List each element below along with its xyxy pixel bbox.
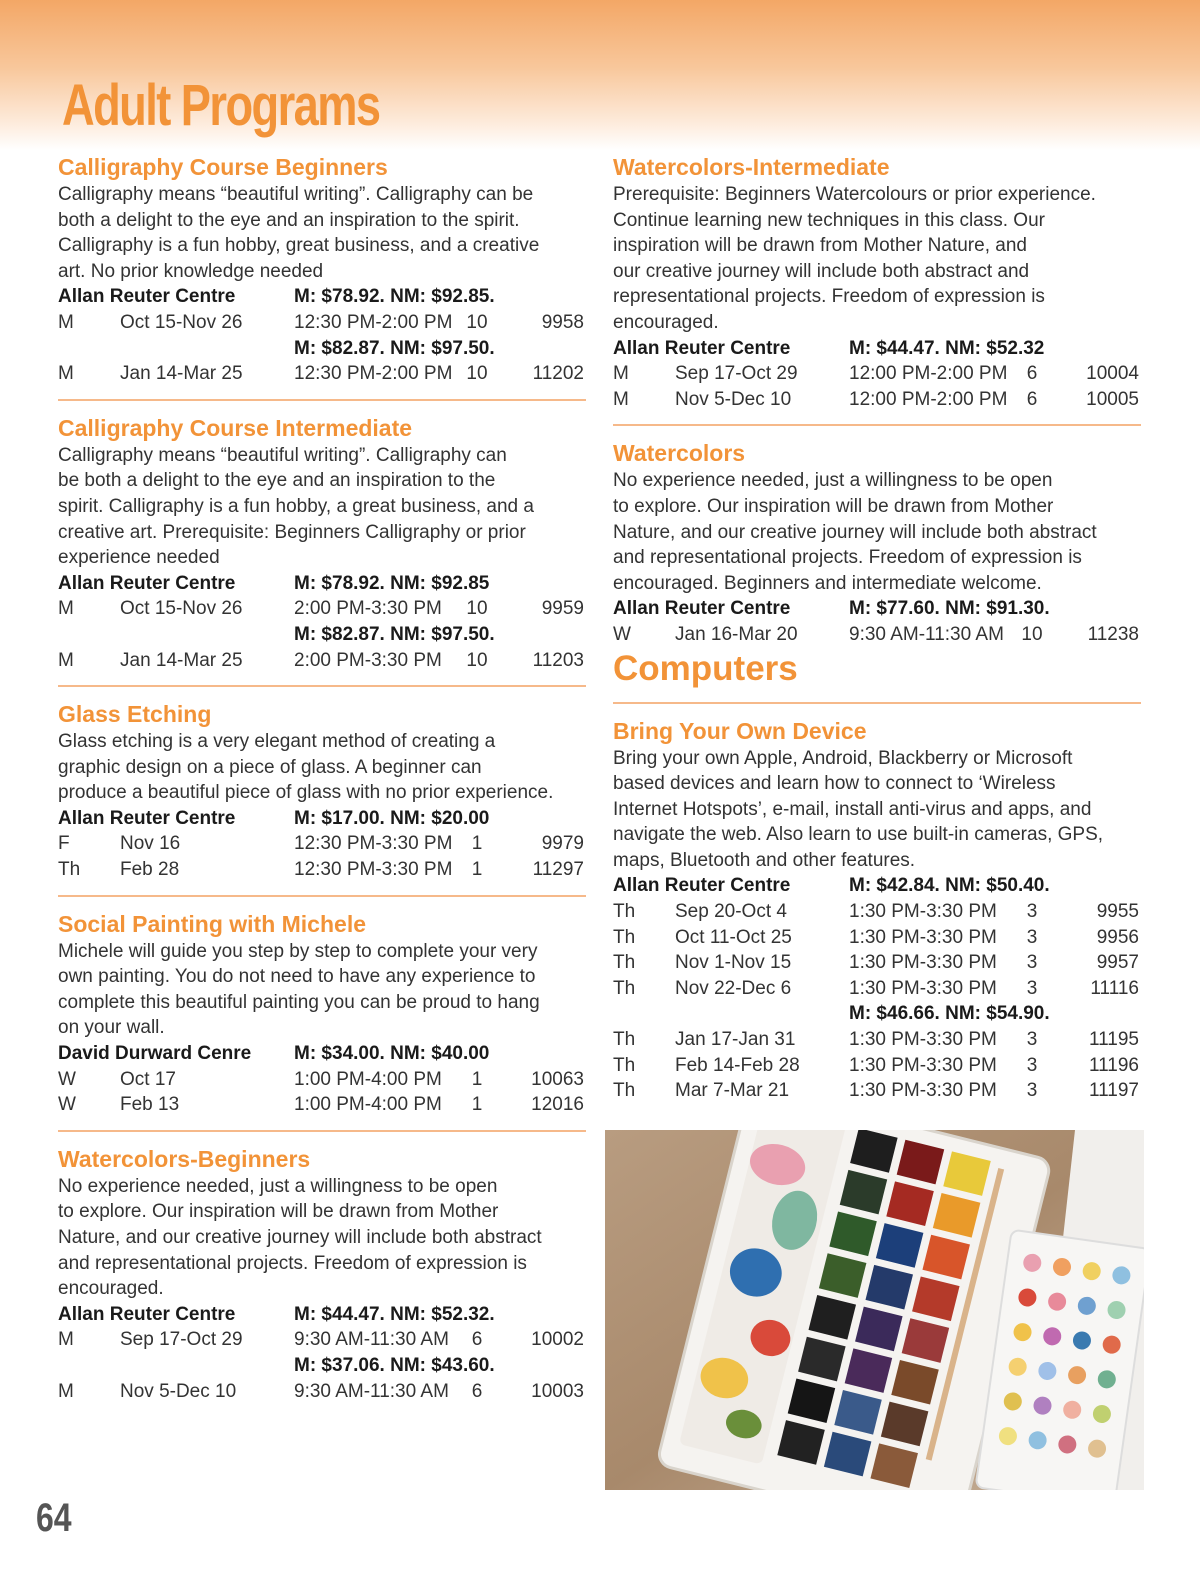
date-cell: Sep 17-Oct 29	[675, 363, 798, 385]
day-cell: Th	[58, 859, 81, 881]
course-title: Bring Your Own Device	[613, 717, 867, 744]
description-line: to explore. Our inspiration will be drawn from Mother	[58, 1201, 499, 1223]
course-code-cell: 10003	[531, 1380, 584, 1402]
date-cell: Mar 7-Mar 21	[675, 1080, 790, 1102]
course-code-cell: 9956	[1096, 926, 1139, 948]
course-code-cell: 11203	[532, 649, 584, 671]
date-cell: Nov 5-Dec 10	[675, 388, 792, 410]
fee-row	[58, 571, 586, 597]
course-code-cell: 12016	[531, 1094, 584, 1116]
fee-text: M: $82.87. NM: $97.50.	[294, 337, 495, 359]
description-line: No experience needed, just a willingness to be open	[613, 470, 1053, 492]
date-cell: Nov 1-Nov 15	[675, 952, 792, 974]
sessions-cell: 6	[1026, 388, 1038, 410]
date-cell: Sep 17-Oct 29	[120, 1329, 243, 1351]
course-title: Calligraphy Course Beginners	[58, 154, 388, 180]
day-cell: M	[58, 649, 74, 671]
sessions-cell: 6	[1026, 363, 1038, 385]
fee-row	[613, 873, 1141, 899]
fee-text: M: $44.47. NM: $52.32.	[294, 1303, 495, 1325]
right-column	[613, 150, 1141, 1104]
location-name: David Durward Cenre	[58, 1043, 252, 1065]
fee-row	[613, 596, 1141, 622]
course-code-cell: 11197	[1088, 1080, 1139, 1102]
schedule-row	[613, 361, 1141, 387]
sessions-cell: 1	[471, 859, 483, 881]
schedule-row	[58, 1092, 586, 1118]
course-description	[58, 729, 586, 806]
watercolor-palette-photo	[605, 1130, 1144, 1490]
course-code-cell: 9955	[1096, 901, 1139, 923]
date-cell: Jan 16-Mar 20	[675, 623, 798, 645]
date-cell: Oct 15-Nov 26	[120, 598, 243, 620]
day-cell: Th	[613, 901, 636, 923]
schedule-row	[58, 361, 586, 387]
section-divider	[613, 424, 1141, 426]
course-watercolors-intermediate	[613, 152, 1141, 412]
day-cell: W	[613, 623, 631, 645]
description-line: encouraged. Beginners and intermediate welcome.	[613, 572, 1042, 594]
description-line: representational projects. Freedom of expression is	[613, 286, 1045, 308]
location-name: Allan Reuter Centre	[58, 572, 236, 594]
location-name: Allan Reuter Centre	[58, 1303, 236, 1325]
schedule-row	[58, 1067, 586, 1093]
description-line: Bring your own Apple, Android, Blackberry or Microsoft	[613, 747, 1073, 769]
time-cell: 12:30 PM-3:30 PM	[294, 859, 453, 881]
description-line: Calligraphy means “beautiful writing”. Calligraphy can be	[58, 184, 534, 205]
sessions-cell: 10	[1021, 623, 1043, 645]
sessions-cell: 10	[466, 311, 488, 333]
sessions-cell: 10	[466, 363, 488, 385]
day-cell: M	[58, 1329, 74, 1351]
course-calligraphy-course-beginners	[58, 152, 586, 387]
course-bring-your-own-device	[613, 716, 1141, 1104]
course-code-cell: 11238	[1087, 623, 1139, 645]
fee-row	[58, 284, 586, 310]
course-code-cell: 10005	[1086, 388, 1139, 410]
schedule-row	[613, 976, 1141, 1002]
course-code-cell: 11116	[1090, 977, 1139, 999]
date-cell: Oct 17	[120, 1068, 176, 1090]
fee-row	[613, 336, 1141, 362]
section-divider	[613, 702, 1141, 704]
section-divider	[58, 685, 586, 687]
left-column	[58, 150, 586, 1404]
time-cell: 1:30 PM-3:30 PM	[849, 901, 997, 923]
schedule-row	[613, 1078, 1141, 1104]
fee-text: M: $78.92. NM: $92.85.	[294, 286, 495, 308]
course-social-painting-with-michele	[58, 909, 586, 1118]
fee-text: M: $37.06. NM: $43.60.	[294, 1354, 495, 1376]
fee-text: M: $46.66. NM: $54.90.	[849, 1003, 1050, 1025]
description-line: Glass etching is a very elegant method of creating a	[58, 731, 496, 753]
course-code-cell: 11297	[532, 859, 584, 881]
schedule-row	[613, 925, 1141, 951]
sessions-cell: 10	[466, 649, 488, 671]
description-line: creative art. Prerequisite: Beginners Calligraphy or prior	[58, 521, 526, 543]
fee-text: M: $82.87. NM: $97.50.	[294, 623, 495, 645]
time-cell: 1:30 PM-3:30 PM	[849, 1029, 997, 1051]
course-code-cell: 10002	[531, 1329, 584, 1351]
fee-text: M: $44.47. NM: $52.32	[849, 337, 1045, 359]
time-cell: 12:30 PM-2:00 PM	[294, 363, 453, 385]
fee-row	[58, 1302, 586, 1328]
schedule-row	[58, 831, 586, 857]
sessions-cell: 3	[1026, 1054, 1038, 1076]
fee-row	[58, 1353, 586, 1379]
description-line: and representational projects. Freedom of expression is	[613, 547, 1082, 569]
time-cell: 1:30 PM-3:30 PM	[849, 1054, 997, 1076]
fee-text: M: $42.84. NM: $50.40.	[849, 875, 1050, 897]
sessions-cell: 6	[471, 1329, 483, 1351]
section-divider	[58, 399, 586, 401]
day-cell: M	[58, 311, 74, 333]
description-line: encouraged.	[58, 1278, 164, 1300]
date-cell: Oct 11-Oct 25	[675, 926, 792, 948]
course-title: Watercolors-Intermediate	[613, 154, 890, 180]
description-line: Calligraphy means “beautiful writing”. Calligraphy can	[58, 444, 507, 466]
course-code-cell: 11195	[1088, 1029, 1139, 1051]
sessions-cell: 1	[471, 1068, 483, 1090]
schedule-row	[613, 1053, 1141, 1079]
date-cell: Sep 20-Oct 4	[675, 901, 787, 923]
fee-text: M: $34.00. NM: $40.00	[294, 1043, 490, 1065]
sessions-cell: 1	[471, 1094, 483, 1116]
course-code-cell: 9959	[541, 598, 584, 620]
description-line: Nature, and our creative journey will include both abstract	[58, 1227, 542, 1248]
page-title: Adult Programs	[62, 73, 380, 138]
day-cell: M	[58, 598, 74, 620]
course-description	[58, 939, 586, 1041]
category-heading: Computers	[613, 648, 798, 688]
schedule-row	[613, 387, 1141, 413]
sessions-cell: 3	[1026, 901, 1038, 923]
day-cell: F	[58, 833, 70, 855]
description-line: Calligraphy is a fun hobby, great business, and a creative	[58, 235, 540, 257]
description-line: to explore. Our inspiration will be drawn from Mother	[613, 495, 1054, 517]
sessions-cell: 3	[1026, 1080, 1038, 1102]
time-cell: 1:30 PM-3:30 PM	[849, 977, 997, 999]
course-code-cell: 11202	[532, 363, 584, 385]
day-cell: W	[58, 1068, 76, 1090]
fee-row	[58, 622, 586, 648]
course-title: Watercolors-Beginners	[58, 1145, 311, 1172]
sessions-cell: 3	[1026, 1029, 1038, 1051]
sessions-cell: 10	[466, 598, 488, 620]
course-description	[613, 468, 1141, 596]
schedule-row	[58, 596, 586, 622]
course-title: Calligraphy Course Intermediate	[58, 414, 413, 441]
course-description	[58, 443, 586, 571]
date-cell: Nov 16	[120, 833, 181, 855]
schedule-row	[58, 857, 586, 883]
time-cell: 9:30 AM-11:30 AM	[294, 1329, 449, 1351]
fee-text: M: $17.00. NM: $20.00	[294, 807, 490, 829]
location-name: Allan Reuter Centre	[613, 875, 791, 897]
location-name: Allan Reuter Centre	[613, 598, 791, 620]
description-line: navigate the web. Also learn to use built-in cameras, GPS,	[613, 824, 1104, 846]
course-watercolors-beginners	[58, 1144, 586, 1404]
description-line: graphic design on a piece of glass. A beginner can	[58, 756, 482, 778]
schedule-row	[58, 1327, 586, 1353]
schedule-row	[58, 310, 586, 336]
day-cell: M	[613, 363, 629, 385]
course-code-cell: 11196	[1088, 1054, 1139, 1076]
course-code-cell: 9979	[541, 833, 584, 855]
description-line: art. No prior knowledge needed	[58, 260, 324, 282]
time-cell: 9:30 AM-11:30 AM	[294, 1380, 449, 1402]
course-title: Glass Etching	[58, 701, 212, 728]
course-title: Watercolors	[613, 440, 746, 467]
date-cell: Jan 14-Mar 25	[120, 649, 243, 671]
sessions-cell: 3	[1026, 926, 1038, 948]
schedule-row	[613, 899, 1141, 925]
course-code-cell: 9957	[1096, 952, 1139, 974]
day-cell: Th	[613, 1054, 636, 1076]
course-description	[58, 182, 586, 284]
time-cell: 2:00 PM-3:30 PM	[294, 598, 442, 620]
description-line: both a delight to the eye and an inspiration to the spirit.	[58, 209, 520, 231]
time-cell: 2:00 PM-3:30 PM	[294, 649, 442, 671]
date-cell: Feb 13	[120, 1094, 180, 1116]
day-cell: M	[58, 363, 74, 385]
description-line: No experience needed, just a willingness to be open	[58, 1175, 498, 1197]
section-divider	[58, 895, 586, 897]
section-divider	[58, 1130, 586, 1132]
sessions-cell: 6	[471, 1380, 483, 1402]
description-line: and representational projects. Freedom of expression is	[58, 1252, 527, 1274]
sessions-cell: 3	[1026, 952, 1038, 974]
watercolor-palette-image	[605, 1130, 1144, 1490]
description-line: Prerequisite: Beginners Watercolours or prior experience.	[613, 184, 1096, 205]
course-description	[613, 746, 1141, 874]
schedule-row	[613, 1027, 1141, 1053]
description-line: complete this beautiful painting you can be proud to hang	[58, 991, 540, 1013]
description-line: be both a delight to the eye and an inspiration to the	[58, 470, 496, 492]
schedule-row	[58, 648, 586, 674]
schedule-row	[613, 622, 1141, 648]
fee-text: M: $78.92. NM: $92.85	[294, 572, 490, 594]
page-number: 64	[36, 1496, 72, 1540]
schedule-row	[58, 1379, 586, 1405]
date-cell: Nov 5-Dec 10	[120, 1380, 237, 1402]
date-cell: Nov 22-Dec 6	[675, 977, 792, 999]
course-watercolors	[613, 438, 1141, 647]
description-line: encouraged.	[613, 311, 719, 333]
description-line: Internet Hotspots’, e-mail, install anti-virus and apps, and	[613, 798, 1092, 820]
date-cell: Jan 17-Jan 31	[675, 1029, 796, 1051]
fee-row	[613, 1001, 1141, 1027]
day-cell: Th	[613, 1029, 636, 1051]
description-line: Nature, and our creative journey will include both abstract	[613, 521, 1097, 543]
day-cell: M	[613, 388, 629, 410]
time-cell: 1:00 PM-4:00 PM	[294, 1068, 442, 1090]
location-name: Allan Reuter Centre	[613, 337, 791, 359]
description-line: our creative journey will include both abstract and	[613, 260, 1030, 282]
course-glass-etching	[58, 699, 586, 883]
course-description	[613, 182, 1141, 336]
time-cell: 12:30 PM-3:30 PM	[294, 833, 453, 855]
description-line: experience needed	[58, 547, 220, 569]
day-cell: Th	[613, 952, 636, 974]
location-name: Allan Reuter Centre	[58, 807, 236, 829]
time-cell: 12:00 PM-2:00 PM	[849, 388, 1008, 410]
description-line: Continue learning new techniques in this class. Our	[613, 209, 1045, 231]
day-cell: W	[58, 1094, 76, 1116]
time-cell: 1:00 PM-4:00 PM	[294, 1094, 442, 1116]
description-line: on your wall.	[58, 1017, 165, 1039]
description-line: spirit. Calligraphy is a fun hobby, a great business, and a	[58, 495, 534, 517]
course-code-cell: 10063	[531, 1068, 584, 1090]
fee-row	[58, 336, 586, 362]
description-line: inspiration will be drawn from Mother Nature, and	[613, 235, 1027, 257]
sessions-cell: 3	[1026, 977, 1038, 999]
day-cell: Th	[613, 1080, 636, 1102]
time-cell: 1:30 PM-3:30 PM	[849, 926, 997, 948]
fee-row	[58, 806, 586, 832]
course-code-cell: 9958	[541, 311, 584, 333]
day-cell: M	[58, 1380, 74, 1402]
course-title: Social Painting with Michele	[58, 910, 366, 937]
fee-row	[58, 1041, 586, 1067]
time-cell: 12:00 PM-2:00 PM	[849, 363, 1008, 385]
fee-text: M: $77.60. NM: $91.30.	[849, 598, 1050, 620]
date-cell: Jan 14-Mar 25	[120, 363, 243, 385]
description-line: produce a beautiful piece of glass with no prior experience.	[58, 782, 554, 804]
day-cell: Th	[613, 977, 636, 999]
date-cell: Feb 28	[120, 859, 180, 881]
description-line: own painting. You do not need to have any experience to	[58, 966, 536, 988]
description-line: maps, Bluetooth and other features.	[613, 849, 916, 871]
time-cell: 12:30 PM-2:00 PM	[294, 311, 453, 333]
date-cell: Oct 15-Nov 26	[120, 311, 243, 333]
time-cell: 1:30 PM-3:30 PM	[849, 952, 997, 974]
location-name: Allan Reuter Centre	[58, 286, 236, 308]
schedule-row	[613, 950, 1141, 976]
day-cell: Th	[613, 926, 636, 948]
time-cell: 9:30 AM-11:30 AM	[849, 623, 1004, 645]
date-cell: Feb 14-Feb 28	[675, 1054, 800, 1076]
sessions-cell: 1	[471, 833, 483, 855]
course-code-cell: 10004	[1086, 363, 1139, 385]
course-description	[58, 1174, 586, 1302]
course-calligraphy-course-intermediate	[58, 413, 586, 673]
description-line: based devices and learn how to connect to ‘Wireless	[613, 773, 1056, 795]
description-line: Michele will guide you step by step to complete your very	[58, 940, 538, 962]
time-cell: 1:30 PM-3:30 PM	[849, 1080, 997, 1102]
